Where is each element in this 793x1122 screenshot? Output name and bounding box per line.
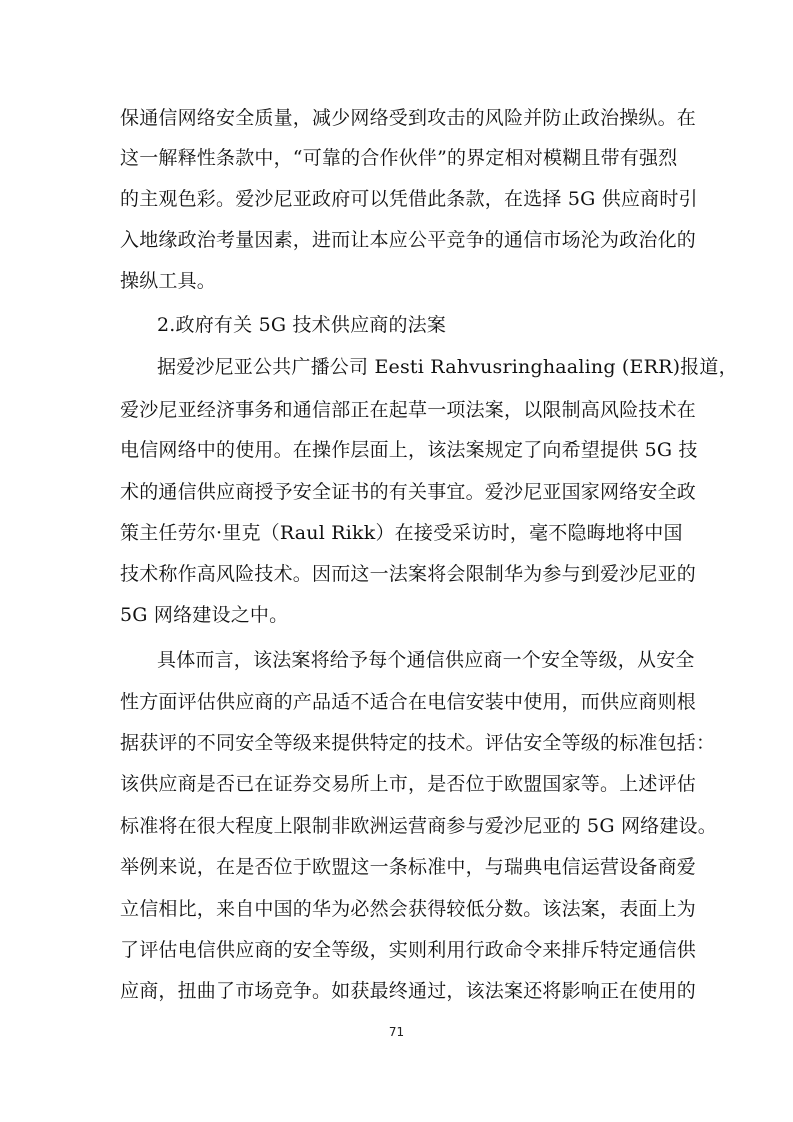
body-text-line: 性方面评估供应商的产品适不适合在电信安装中使用，而供应商则根 [120, 691, 697, 713]
body-text-line: 保通信网络安全质量，减少网络受到攻击的风险并防止政治操纵。在 [120, 107, 697, 129]
body-text-line: 技术称作高风险技术。因而这一法案将会限制华为参与到爱沙尼亚的 [120, 563, 697, 585]
body-text-line: 电信网络中的使用。在操作层面上，该法案规定了向希望提供 5G 技 [120, 439, 698, 461]
body-text-line: 举例来说，在是否位于欧盟这一条标准中，与瑞典电信运营设备商爱 [120, 856, 697, 878]
body-text-line: 据爱沙尼亚公共广播公司 Eesti Rahvusringhaaling (ERR)报道， [157, 356, 738, 378]
body-text-line: 这一解释性条款中，“可靠的合作伙伴”的界定相对模糊且带有强烈 [120, 147, 678, 169]
body-text-line: 5G 网络建设之中。 [120, 604, 289, 626]
body-text-line: 标准将在很大程度上限制非欧洲运营商参与爱沙尼亚的 5G 网络建设。 [120, 815, 717, 837]
body-text-line: 立信相比，来自中国的华为必然会获得较低分数。该法案，表面上为 [120, 898, 697, 920]
body-text-line: 了评估电信供应商的安全等级，实则利用行政命令来排斥特定通信供 [120, 939, 697, 961]
body-text-line: 策主任劳尔·里克（Raul Rikk）在接受采访时，毫不隐晦地将中国 [120, 522, 683, 544]
body-text-line: 的主观色彩。爱沙尼亚政府可以凭借此条款，在选择 5G 供应商时引 [120, 188, 698, 210]
body-text-line: 应商，扭曲了市场竞争。如获最终通过，该法案还将影响正在使用的 [120, 980, 697, 1002]
section-heading: 2.政府有关 5G 技术供应商的法案 [157, 314, 447, 336]
body-text-line: 具体而言，该法案将给予每个通信供应商一个安全等级，从安全 [157, 649, 695, 671]
body-text-line: 入地缘政治考量因素，进而让本应公平竞争的通信市场沦为政治化的 [120, 229, 697, 251]
body-text-line: 据获评的不同安全等级来提供特定的技术。评估安全等级的标准包括： [120, 732, 716, 754]
body-text-line: 爱沙尼亚经济事务和通信部正在起草一项法案，以限制高风险技术在 [120, 399, 697, 421]
body-text-line: 该供应商是否已在证券交易所上市，是否位于欧盟国家等。上述评估 [120, 773, 697, 795]
body-text-line: 术的通信供应商授予安全证书的有关事宜。爱沙尼亚国家网络安全政 [120, 481, 697, 503]
body-text-line: 操纵工具。 [120, 270, 217, 292]
page-number: 71 [388, 1025, 405, 1039]
